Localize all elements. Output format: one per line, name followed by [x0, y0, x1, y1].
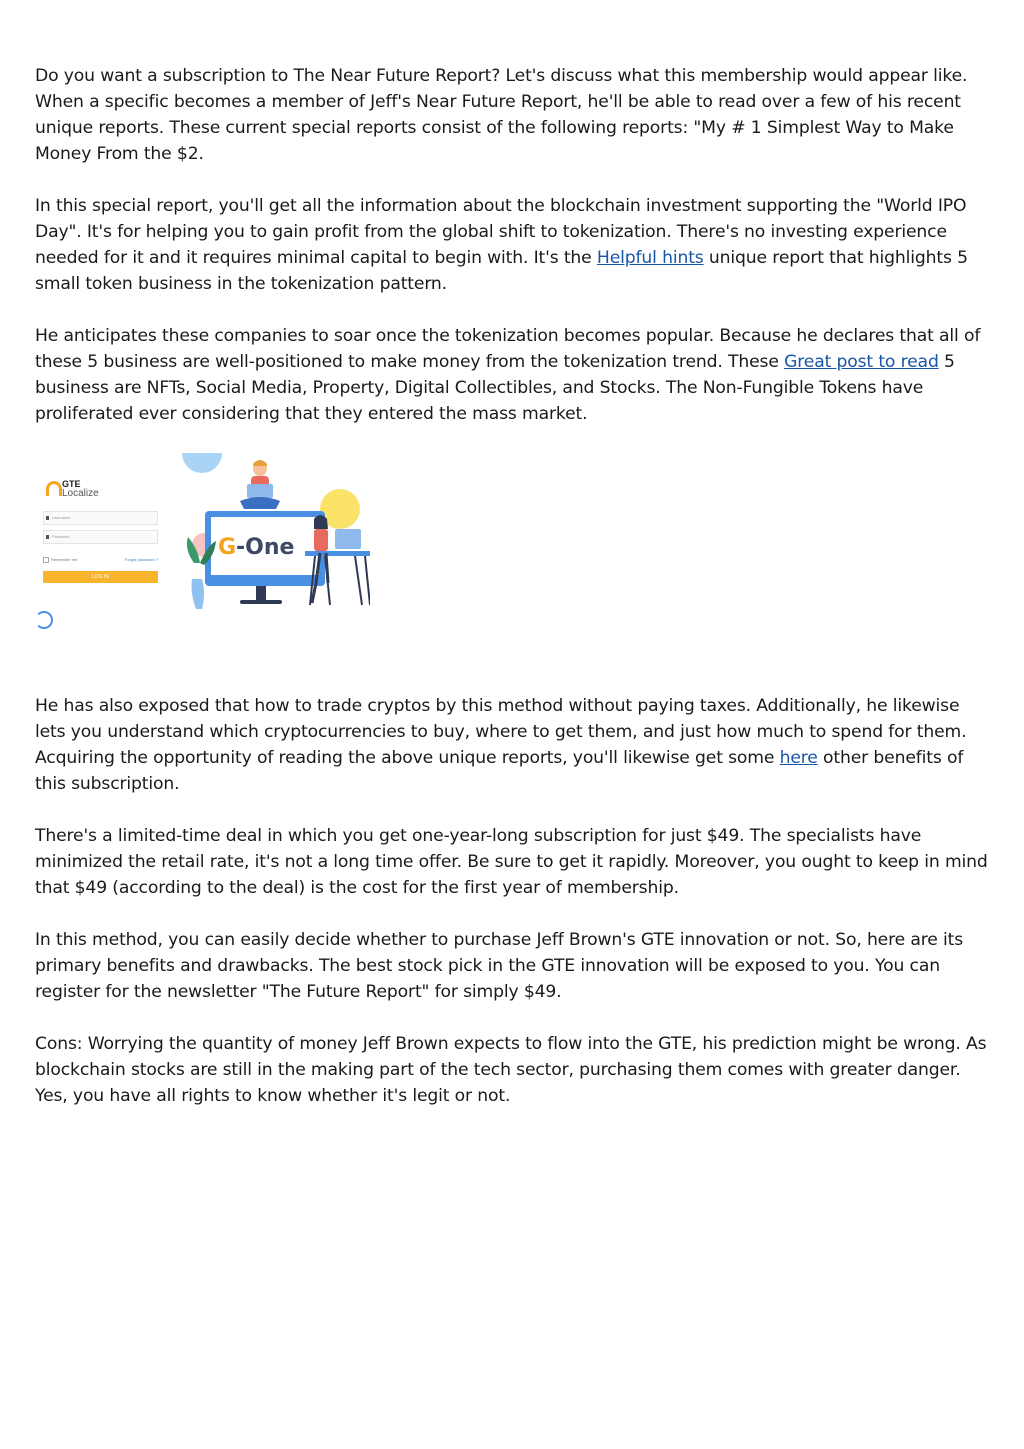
desk-icon [305, 551, 370, 556]
blue-circle-shape [182, 453, 222, 473]
paragraph-2-text-end: unique report that highlights 5 small token business in the tokenization pattern. [35, 248, 968, 294]
password-placeholder: Password [52, 534, 70, 539]
paragraph-7-text: Cons: Worrying the quantity of money Jeff Brown expects to flow into the GTE, his prediction might be wrong. As blockchain stocks are still in the making part of the tech sector, purchasing them comes with greater danger. Yes, you have all rights to know whether it's legit or not. [35, 1034, 987, 1106]
password-field [43, 530, 158, 544]
paragraph-1 [35, 63, 995, 167]
paragraph-3-text-end: 5 business are NFTs, Social Media, Property, Digital Collectibles, and Stocks. The Non-Fungible Tokens have proliferated ever considering that they entered the mass market. [35, 352, 955, 424]
brand-one: -One [236, 535, 295, 560]
document-body [35, 63, 995, 1135]
paragraph-6 [35, 927, 995, 1005]
brand-g: G [218, 535, 237, 560]
helpful-hints-link[interactable]: Helpful hints [596, 248, 704, 268]
laptop-icon [247, 484, 273, 498]
logo-text-top: GTE [62, 479, 81, 489]
remember-label: Remember me [51, 557, 78, 563]
paragraph-4 [35, 693, 995, 797]
paragraph-2-text-start: In this special report, you'll get all the information about the blockchain investment supporting the "World IPO Day". It's for helping you to gain profit from the global shift to tokenization. There's no investing experience needed for it and it requires minimal capital to begin with. It's the [35, 196, 967, 268]
user-icon [46, 516, 49, 520]
desk-monitor-icon [335, 529, 361, 549]
paragraph-4-text-start: He has also exposed that how to trade cryptos by this method without paying taxes. Additionally, he likewise lets you understand which cryptocurrencies to buy, where to get them, and just how much to spend for them. Acquiring the opportunity of reading the above unique reports, you'll likewise get some [35, 696, 967, 768]
paragraph-3-text-start: He anticipates these companies to soar once the tokenization becomes popular. Because he declares that all of these 5 business are well-positioned to make money from the tokenization trend. These [35, 326, 981, 372]
paragraph-7 [35, 1031, 995, 1109]
login-form-preview [43, 477, 158, 597]
here-link[interactable]: here [779, 748, 818, 768]
paragraph-1-text: Do you want a subscription to The Near Future Report? Let's discuss what this membership would appear like. When a specific becomes a member of Jeff's Near Future Report, he'll be able to read over a few of his recent unique reports. These current special reports consist of the following reports: "My # 1 Simplest Way to Make Money From the $2. [35, 66, 968, 164]
loading-spinner-icon [35, 611, 53, 629]
paragraph-2 [35, 193, 995, 297]
lock-icon [46, 535, 49, 539]
forgot-password: Forgot password ? [124, 557, 158, 562]
logo-text-bottom: Localize [62, 488, 99, 499]
article-image [35, 453, 375, 643]
paragraph-6-text: In this method, you can easily decide whether to purchase Jeff Brown's GTE innovation or not. So, here are its primary benefits and drawbacks. The best stock pick in the GTE innovation will be exposed to you. You can register for the newsletter "The Future Report" for simply $49. [35, 930, 964, 1002]
remember-me [43, 557, 77, 563]
gte-logo-icon [46, 481, 62, 496]
username-field [43, 511, 158, 525]
g-one-illustration [180, 453, 370, 618]
paragraph-4-text-end: other benefits of this subscription. [35, 748, 964, 794]
checkbox-icon [43, 557, 49, 563]
paragraph-5-text: There's a limited-time deal in which you get one-year-long subscription for just $49. The specialists have minimized the retail rate, it's not a long time offer. Be sure to get it rapidly. Moreover, you ought to keep in mind that $49 (according to the deal) is the cost for the first year of membership. [35, 826, 988, 898]
username-placeholder: Username [52, 515, 71, 520]
paragraph-5 [35, 823, 995, 901]
login-button-preview: LOG IN [43, 571, 158, 583]
paragraph-3 [35, 323, 995, 427]
great-post-link[interactable]: Great post to read [784, 352, 939, 372]
